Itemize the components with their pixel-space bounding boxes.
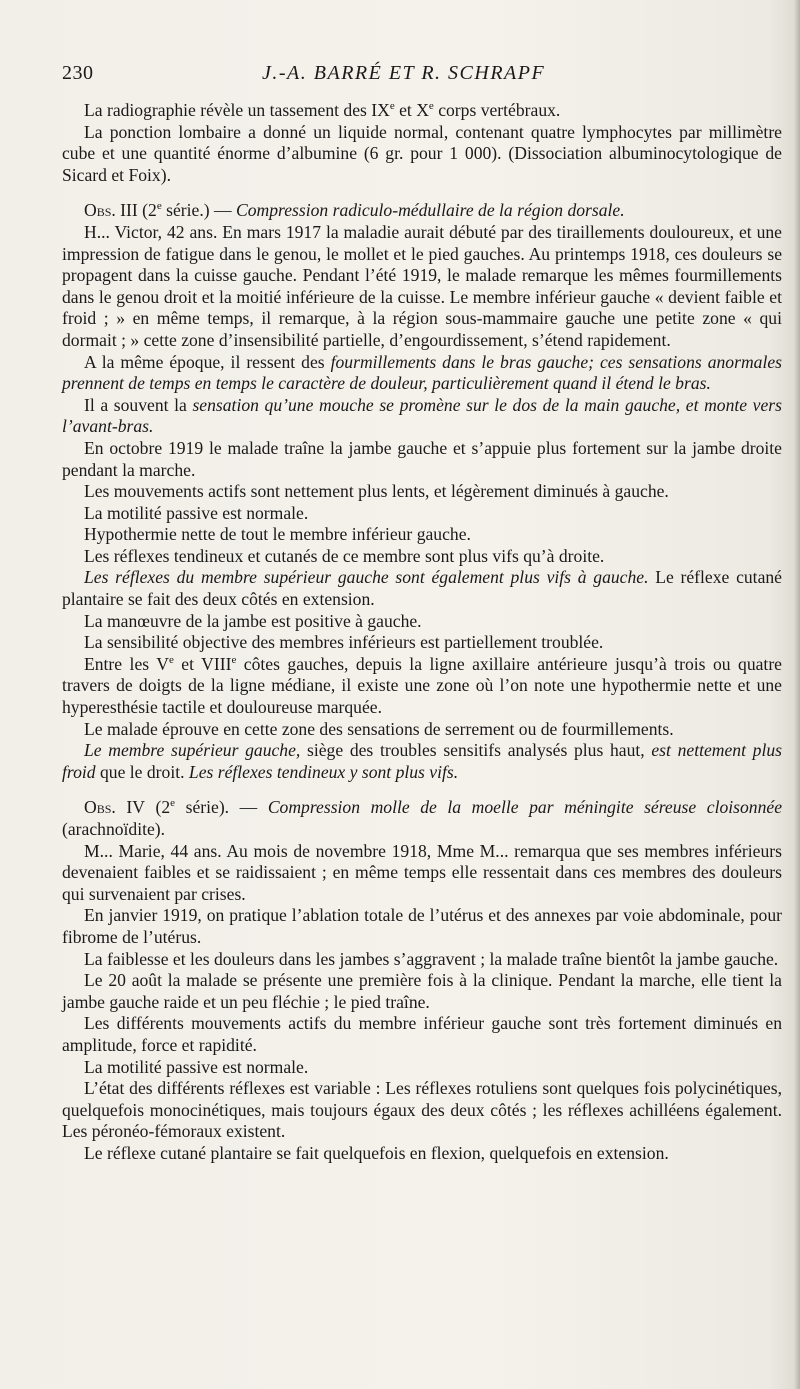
paragraph: La motilité passive est normale.	[84, 502, 309, 523]
paragraph: En octobre 1919 le malade traîne la jambe gauche et s’appuie plus fortement sur la jambe droite pendant la marche.	[62, 437, 782, 480]
observation-title: Compression radiculo-médullaire de la région dorsale.	[235, 200, 625, 221]
paragraph: A la même époque, il ressent des fourmillements dans le bras gauche; ces sensations anormales prennent de temps en temps le caractère de douleur, particulièrement quand il étend le bras.	[62, 351, 783, 394]
observation-label: Obs. IV	[84, 797, 145, 818]
paragraph: La sensibilité objective des membres inférieurs est partiellement troublée.	[84, 632, 604, 653]
running-head: J.-A. BARRÉ ET R. SCHRAPF	[262, 62, 546, 84]
paragraph: Hypothermie nette de tout le membre inférieur gauche.	[84, 524, 471, 545]
paragraph: L’état des différents réflexes est variable : Les réflexes rotuliens sont quelques fois polycinétiques, quelquefois monocinétiques, mais toujours égaux des deux côtés ; les réflexes achilléens également. Les péronéo-fémoraux existent.	[62, 1078, 782, 1142]
paragraph: Il a souvent la sensation qu’une mouche se promène sur le dos de la main gauche, et monte vers l’avant-bras.	[62, 394, 782, 437]
page-body	[62, 100, 782, 1165]
paragraph: La motilité passive est normale.	[84, 1056, 309, 1077]
paragraph: Les mouvements actifs sont nettement plus lents, et légèrement diminués à gauche.	[84, 481, 669, 502]
paragraph: Les réflexes du membre supérieur gauche sont également plus vifs à gauche. Le réflexe cutané plantaire se fait des deux côtés en extension.	[62, 567, 782, 610]
paragraph: Le réflexe cutané plantaire se fait quelquefois en flexion, quelquefois en extension.	[84, 1142, 669, 1163]
observation-label: Obs. III	[84, 200, 138, 221]
paragraph: Le 20 août la malade se présente une première fois à la clinique. Pendant la marche, elle tient la jambe gauche raide et un peu fléchie ; le pied traîne.	[62, 970, 782, 1012]
paragraph: La manœuvre de la jambe est positive à gauche.	[84, 610, 422, 631]
page-number: 230	[62, 62, 94, 84]
paragraph: Le membre supérieur gauche, siège des troubles sensitifs analysés plus haut, est nettement plus froid que le droit. Les réflexes tendineux y sont plus vifs.	[62, 740, 783, 782]
paragraph: En janvier 1919, on pratique l’ablation totale de l’utérus et des annexes par voie abdominale, pour fibrome de l’utérus.	[62, 905, 782, 947]
paragraph: Les réflexes tendineux et cutanés de ce membre sont plus vifs qu’à droite.	[84, 545, 605, 566]
paragraph: H... Victor, 42 ans. En mars 1917 la maladie aurait débuté par des tiraillements douloureux, et une impression de fatigue dans le genou, le mollet et le pied gauches. Au printemps 1918, ces douleurs se propagent dans la cuisse gauche. Pendant l’été 1919, le malade remarque les mêmes fourmillements dans le genou droit et la moitié inférieure de la cuisse. Le membre inférieur gauche « devient faible et froid ; » en même temps, il remarque, à la région sous-mammaire gauche une petite zone « qui dormait ; » cette zone d’insensibilité partielle, d’engourdissement, s’étend rapidement.	[62, 221, 782, 350]
paragraph: La faiblesse et les douleurs dans les jambes s’aggravent ; la malade traîne bientôt la jambe gauche.	[84, 948, 779, 969]
paragraph: La ponction lombaire a donné un liquide normal, contenant quatre lymphocytes par millimètre cube et une quantité énorme d’albumine (6 gr. pour 1 000). (Dissociation albuminocytologique de Sicard et Foix).	[62, 121, 782, 185]
page-edge-shadow	[794, 0, 800, 1389]
page-header	[62, 62, 782, 88]
paragraph: Le malade éprouve en cette zone des sensations de serrement ou de fourmillements.	[84, 718, 674, 739]
paragraph: Les différents mouvements actifs du membre inférieur gauche sont très fortement diminués en amplitude, force et rapidité.	[62, 1013, 782, 1055]
paragraph: M... Marie, 44 ans. Au mois de novembre 1918, Mme M... remarqua que ses membres inférieurs devenaient faibles et se raidissaient ; en même temps elle ressentait dans ces membres des douleurs qui survenaient par crises.	[62, 840, 782, 904]
paragraph: La radiographie révèle un tassement des IXe et Xe corps vertébraux.	[84, 100, 561, 120]
observation-heading: Obs. III (2e série.) — Compression radiculo-médullaire de la région dorsale.	[84, 200, 625, 221]
paragraph: Entre les Ve et VIIIe côtes gauches, depuis la ligne axillaire antérieure jusqu’à trois ou quatre travers de doigts de la ligne médiane, il existe une zone où l’on note une hypothermie nette et une hyperesthésie tactile et douloureuse marquée.	[62, 653, 782, 718]
observation-title: Compression molle de la moelle par méningite séreuse cloisonnée	[267, 797, 783, 818]
observation-heading: Obs. IV (2e série). — Compression molle de la moelle par méningite séreuse cloisonnée (arachnoïdite).	[62, 797, 783, 839]
